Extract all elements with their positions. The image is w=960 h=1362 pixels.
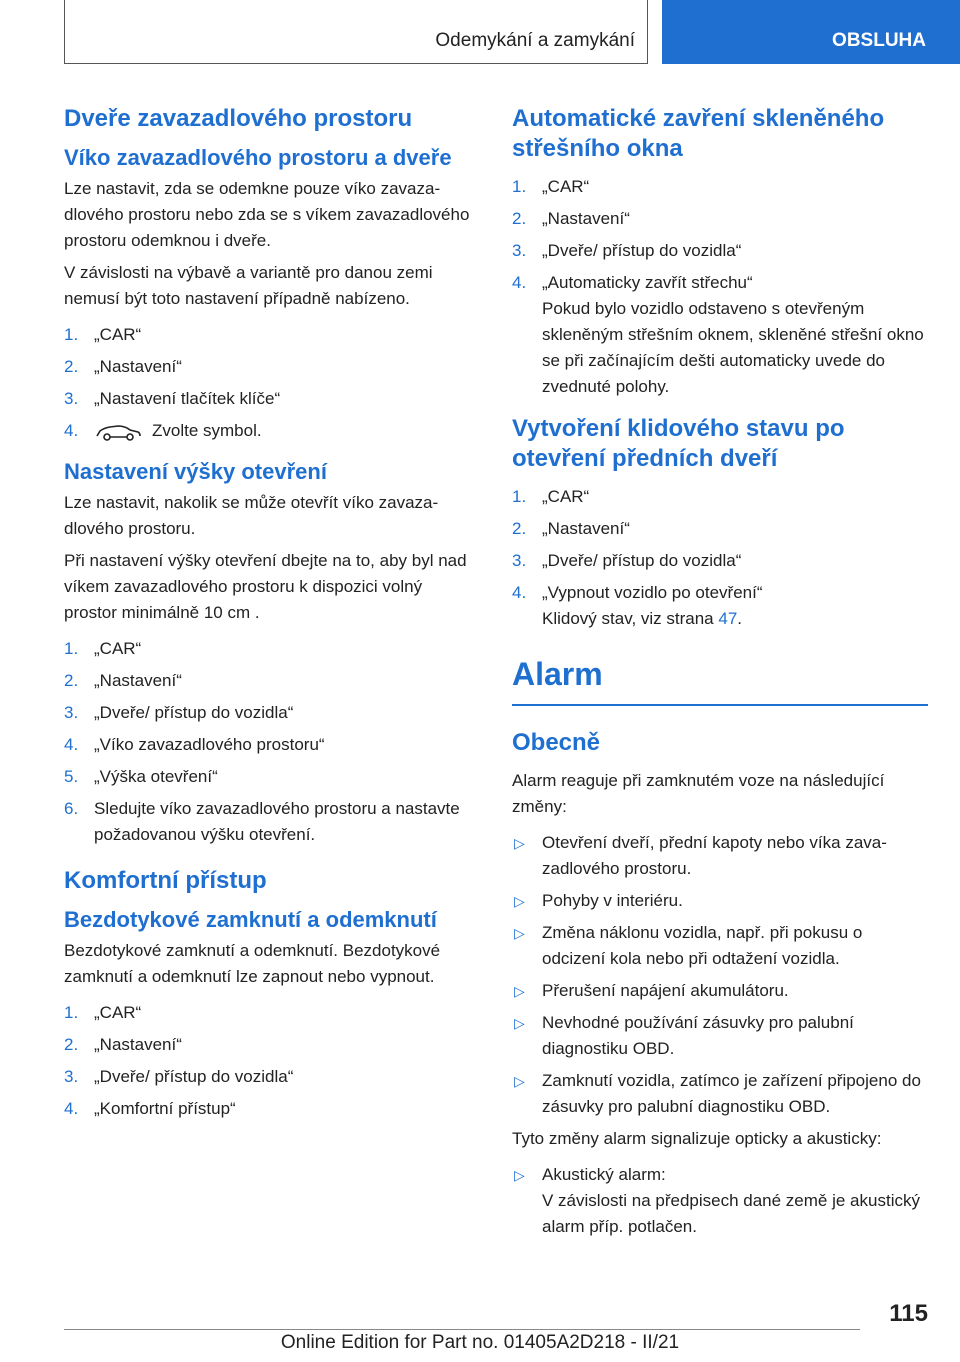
steps-list (512, 174, 928, 400)
left-column (64, 104, 476, 1128)
paragraph: Při nastavení výšky otevření dbejte na to, aby byl nad víkem zavazadlového prostoru k dispozici volný prostor minimálně 10 cm . (64, 551, 467, 622)
page-link[interactable]: 47 (718, 609, 738, 628)
footer-edition: Online Edition for Part no. 01405A2D218 - II/21 (280, 1332, 680, 1353)
steps-list (512, 484, 928, 632)
header-chapter-title: OBSLUHA (832, 30, 926, 51)
list-item: ▷ Akustický alarm: V závislosti na předpisech dané země je akustický alarm příp. potlačen. (512, 1162, 928, 1240)
bullet-triangle-icon: ▷ (514, 893, 525, 909)
list-item: ▷ Nevhodné používání zásuvky pro palubní diagnostiku OBD. (512, 1010, 928, 1062)
paragraph: V závislosti na výbavě a variantě pro danou zemi nemusí být toto nastavení případně nabízeno. (64, 263, 433, 308)
bullet-triangle-icon: ▷ (514, 1073, 525, 1089)
step-note: Pokud bylo vozidlo odstaveno s otevřeným skleněným střešním oknem, skleněné střešní okno se při začínajícím dešti automaticky uvede do zvednuté polohy. (542, 299, 924, 396)
bullet-triangle-icon: ▷ (514, 1015, 525, 1031)
heading-rest-state: Vytvoření klidového stavu po otevření předních dveří (512, 415, 845, 472)
list-item: 2. „Nastavení“ (64, 1035, 182, 1054)
list-item: 1. „CAR“ (512, 487, 590, 506)
paragraph: Tyto změny alarm signalizuje opticky a akusticky: (512, 1129, 882, 1148)
steps-list (64, 322, 476, 444)
list-item: ▷ Změna náklonu vozidla, např. při pokusu o odcizení kola nebo při odtažení vozidla. (512, 920, 928, 972)
heading-general: Obecně (512, 729, 601, 756)
paragraph: Lze nastavit, nakolik se může otevřít víko zavazadlového prostoru. (64, 493, 439, 538)
list-item: 3. „Dveře/ přístup do vozidla“ (64, 1067, 294, 1086)
heading-trunk-doors: Dveře zavazadlového prostoru (64, 105, 413, 132)
list-item: 4. Zvolte symbol. (64, 421, 262, 440)
list-item: 4. „Víko zavazadlového prostoru“ (64, 735, 325, 754)
bullet-list (512, 830, 928, 1120)
list-item: 2. „Nastavení“ (64, 357, 182, 376)
step-note: V závislosti na předpisech dané země je akustický alarm příp. potlačen. (542, 1191, 920, 1236)
list-item: 4. „Vypnout vozidlo po otevření“ Klidový stav, viz strana 47. (512, 580, 928, 632)
list-item: 6. Sledujte víko zavazadlového prostoru a nastavte požadovanou výšku otevření. (64, 799, 460, 844)
right-column (512, 104, 928, 1246)
heading-glass-roof: Automatické zavření skleněného střešního okna (512, 105, 885, 162)
steps-list (64, 636, 476, 848)
list-item: ▷ Pohyby v interiéru. (512, 888, 928, 914)
car-icon (94, 422, 142, 442)
running-header-chapter (662, 0, 960, 64)
list-item: 1. „CAR“ (64, 325, 142, 344)
paragraph: Bezdotykové zamknutí a odemknutí. Bezdotykové zamknutí a odemknutí lze zapnout nebo vypnout. (64, 941, 441, 986)
heading-comfort-access: Komfortní přístup (64, 867, 267, 894)
paragraph: Lze nastavit, zda se odemkne pouze víko zavazadlového prostoru nebo zda se s víkem zavazadlového prostoru odemknou i dveře. (64, 179, 470, 250)
bullet-list (512, 1162, 928, 1240)
list-item: ▷ Zamknutí vozidla, zatímco je zařízení připojeno do zásuvky pro palubní diagnostiku OBD. (512, 1068, 928, 1120)
list-item: 3. „Dveře/ přístup do vozidla“ (64, 703, 294, 722)
step-note: Klidový stav, viz strana 47. (542, 609, 743, 628)
paragraph: Alarm reaguje při zamknutém voze na následující změny: (512, 771, 885, 816)
list-item: 4. „Komfortní přístup“ (64, 1099, 236, 1118)
heading-alarm: Alarm (512, 654, 928, 706)
list-item: 2. „Nastavení“ (512, 209, 630, 228)
list-item: 3. „Dveře/ přístup do vozidla“ (512, 551, 742, 570)
list-item: 3. „Nastavení tlačítek klíče“ (64, 389, 281, 408)
list-item: 1. „CAR“ (64, 1003, 142, 1022)
header-section-title: Odemykání a zamykání (435, 30, 635, 51)
list-item: 5. „Výška otevření“ (64, 767, 218, 786)
bullet-triangle-icon: ▷ (514, 983, 525, 999)
bullet-triangle-icon: ▷ (514, 925, 525, 941)
list-item: ▷ Přerušení napájení akumulátoru. (512, 978, 928, 1004)
list-item: 4. „Automaticky zavřít střechu“ Pokud bylo vozidlo odstaveno s otevřeným skleněným střešním oknem, skleněné střešní okno se při začínajícím dešti automaticky uvede do zvednuté polohy. (512, 270, 928, 400)
heading-trunk-lid: Víko zavazadlového prostoru a dveře (64, 145, 452, 170)
heading-opening-height: Nastavení výšky otevření (64, 459, 327, 484)
list-item: 3. „Dveře/ přístup do vozidla“ (512, 241, 742, 260)
page-number: 115 (889, 1300, 928, 1327)
list-item: 2. „Nastavení“ (512, 519, 630, 538)
steps-list (64, 1000, 476, 1122)
bullet-triangle-icon: ▷ (514, 835, 525, 851)
list-item: 1. „CAR“ (64, 639, 142, 658)
bullet-triangle-icon: ▷ (514, 1167, 525, 1183)
running-header-section (64, 0, 648, 64)
list-item: 2. „Nastavení“ (64, 671, 182, 690)
footer-divider (64, 1329, 860, 1330)
list-item: 1. „CAR“ (512, 177, 590, 196)
list-item: ▷ Otevření dveří, přední kapoty nebo víka zavazadlového prostoru. (512, 830, 928, 882)
heading-contactless: Bezdotykové zamknutí a odemknutí (64, 907, 437, 932)
